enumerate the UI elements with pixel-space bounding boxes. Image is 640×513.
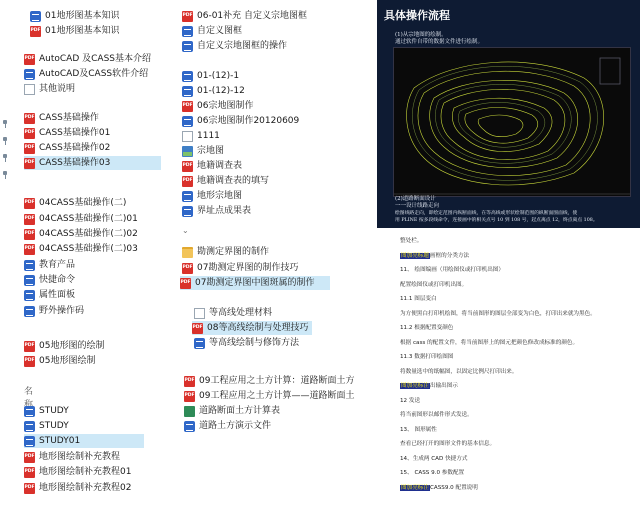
pin-icon[interactable] [2, 120, 8, 128]
pdf-icon [184, 391, 195, 402]
file-item[interactable]: PDF CASS基础操作 [24, 111, 99, 125]
file-item[interactable]: PDF 04CASS基础操作(二)02 [24, 227, 138, 241]
doc-line: 图加亮标题画框的分类方法 [401, 253, 470, 259]
file-item[interactable]: 野外操作码 [24, 304, 84, 318]
slide-title: 具体操作流程 [384, 9, 450, 22]
word-doc-icon [24, 260, 35, 271]
doc-line: 12 发送 [400, 398, 421, 404]
file-item-selected[interactable]: PDF 08等高线绘制与处理技巧 [192, 321, 312, 335]
word-doc-icon [182, 71, 193, 82]
pdf-icon [24, 54, 35, 65]
pin-icon[interactable] [2, 137, 8, 145]
image-file-icon [182, 146, 193, 157]
file-item[interactable]: 道路土方演示文件 [184, 419, 271, 433]
doc-line: 查看已经打开的图形文件的基本信息。 [400, 441, 496, 447]
file-item[interactable]: 宗地图 [182, 144, 224, 158]
file-item[interactable]: PDF 地形图绘制补充教程02 [24, 481, 131, 495]
word-doc-icon [24, 69, 35, 80]
file-item[interactable]: 属性面板 [24, 288, 75, 302]
word-doc-icon [24, 306, 35, 317]
pdf-icon [24, 158, 35, 169]
file-item-selected[interactable]: PDF CASS基础操作03 [24, 156, 161, 170]
folder-icon [182, 247, 193, 258]
file-item[interactable]: AutoCAD及CASS软件介绍 [24, 67, 148, 81]
word-doc-icon [184, 421, 195, 432]
word-doc-icon [182, 26, 193, 37]
doc-line: 图加亮标注出输出图示 [401, 383, 458, 389]
pdf-icon [182, 161, 193, 172]
file-item[interactable]: 1111 [182, 129, 220, 143]
pin-icon[interactable] [2, 154, 8, 162]
word-doc-icon [24, 406, 35, 417]
doc-line: 11.3 数据打印绘图图 [400, 354, 454, 360]
pdf-icon [180, 278, 191, 289]
file-item[interactable]: STUDY [24, 419, 69, 433]
word-doc-icon [24, 421, 35, 432]
word-doc-icon [182, 191, 193, 202]
doc-line: 15、 CASS 9.0 参数配置 [400, 470, 465, 476]
pdf-icon [30, 26, 41, 37]
highlight-text: 图加亮标注 [401, 485, 429, 491]
file-item[interactable]: PDF 06宗地图制作 [182, 99, 253, 113]
doc-line: 配置绘图仪或打印机出图。 [400, 282, 468, 288]
file-icon [24, 84, 35, 95]
doc-line: 整处栏。 [400, 238, 423, 244]
file-item[interactable]: PDF 04CASS基础操作(二) [24, 196, 126, 210]
pdf-icon [24, 214, 35, 225]
file-item[interactable]: 等高线绘制与修饰方法 [194, 336, 299, 350]
file-item[interactable]: PDF 01地形图基本知识 [30, 24, 119, 38]
file-icon [182, 131, 193, 142]
pdf-icon [24, 244, 35, 255]
slide-text: 用 PLINE 按多段线命令，连接画中的相关点号 10 到 108 号，起点离点 12，终点离点 108。 [395, 218, 598, 223]
file-item[interactable]: 等高线处理材料 [194, 306, 272, 320]
doc-line: 11.2 根据配置变颜色 [400, 325, 454, 331]
word-doc-icon [24, 290, 35, 301]
pdf-icon [182, 263, 193, 274]
doc-line: 图加亮标注CASS9.0 配置说明 [401, 485, 478, 491]
doc-line: 14、生成两 CAD 快捷方式 [400, 456, 468, 462]
file-item[interactable]: 界址点成果表 [182, 204, 251, 218]
file-item[interactable]: PDF 09工程应用之土方计算：道路断面土方 [184, 374, 354, 388]
pdf-icon [182, 11, 193, 22]
slide-text: 一一设计线路走向 [395, 203, 440, 209]
doc-line: 11、 绘图编画（用绘图仪或打印机出图） [400, 267, 504, 273]
file-item[interactable]: 道路断面土方计算表 [184, 404, 280, 418]
file-item[interactable]: 其他说明 [24, 82, 75, 96]
doc-line: 为方便黑白打印机绘图，将当前图形的图层全部变为白色，打印出来就为黑色。 [400, 311, 596, 317]
pdf-icon [184, 376, 195, 387]
word-doc-icon [24, 275, 35, 286]
file-item-selected[interactable]: STUDY01 [24, 434, 144, 448]
pdf-icon [182, 101, 193, 112]
chevron-down-icon[interactable]: ⌄ [182, 226, 189, 235]
contour-lines-graphic [394, 48, 630, 196]
pin-icon[interactable] [2, 171, 8, 179]
file-item[interactable]: PDF 06-01补充 自定义宗地图框 [182, 9, 307, 23]
doc-line: 根据 cass 的配置文件，将当前图形上的图元把颜色修改成标准的颜色。 [400, 340, 579, 346]
pdf-icon [24, 113, 35, 124]
word-doc-icon [182, 86, 193, 97]
file-item[interactable]: 地形宗地图 [182, 189, 242, 203]
pdf-icon [24, 341, 35, 352]
file-item[interactable]: 自定义宗地图框的操作 [182, 39, 287, 53]
pdf-icon [24, 143, 35, 154]
highlight-text: 图加亮标注 [401, 383, 429, 389]
pdf-icon [24, 452, 35, 463]
file-item[interactable]: PDF 地籍调查表的填写 [182, 174, 269, 188]
slide-text: 通过软件自带的数据文件进行绘制。 [395, 39, 484, 45]
slide-text: (2)道路断面设计 [395, 196, 436, 202]
doc-line: 11.1 图层变白 [400, 296, 437, 302]
file-item[interactable]: PDF 05地形图的绘制 [24, 339, 104, 353]
pdf-icon [182, 176, 193, 187]
pdf-icon [24, 229, 35, 240]
cad-contour-map [393, 47, 631, 197]
file-item[interactable]: PDF 04CASS基础操作(二)03 [24, 242, 138, 256]
file-item[interactable]: PDF 地形图绘制补充教程 [24, 450, 120, 464]
word-doc-icon [30, 11, 41, 22]
file-item[interactable]: PDF 04CASS基础操作(二)01 [24, 212, 138, 226]
file-item[interactable]: 快捷命令 [24, 273, 75, 287]
file-item[interactable]: PDF CASS基础操作01 [24, 126, 110, 140]
slide-text: (1)从宗地图的绘制。 [395, 32, 447, 38]
word-doc-icon [182, 41, 193, 52]
word-doc-icon [182, 116, 193, 127]
pdf-icon [192, 323, 203, 334]
file-item[interactable]: PDF 05地形图绘制 [24, 354, 95, 368]
word-doc-icon [194, 338, 205, 349]
word-doc-icon [182, 206, 193, 217]
highlight-text: 图加亮标题 [401, 253, 429, 259]
file-item-selected[interactable]: PDF 07勘测定界图中图斑属的制作 [180, 276, 330, 290]
slide-text: 绘图线路走向，即绘定范围内纵断面线，在等高线或形状绘制范围的纵断面图面线，使 [395, 211, 578, 216]
file-item[interactable]: PDF 地形图绘制补充教程01 [24, 465, 131, 479]
spreadsheet-icon [184, 406, 195, 417]
file-item[interactable]: 教育产品 [24, 258, 75, 272]
file-icon [194, 308, 205, 319]
pdf-icon [24, 198, 35, 209]
file-item[interactable]: PDF 07勘测定界图的制作技巧 [182, 261, 298, 275]
file-item[interactable]: 01地形图基本知识 [30, 9, 119, 23]
file-item[interactable]: 01-(12)-1 [182, 69, 239, 83]
word-doc-icon [24, 436, 35, 447]
doc-line: 将当前图形以邮件形式发送。 [400, 412, 473, 418]
file-item[interactable]: 01-(12)-12 [182, 84, 245, 98]
doc-line: 将数量选中的纸幅图，以固定比例尺打印出来。 [400, 369, 518, 375]
file-item[interactable]: PDF 09工程应用之土方计算——道路断面土 [184, 389, 354, 403]
doc-line: 13、 图形属性 [400, 427, 437, 433]
pdf-icon [24, 128, 35, 139]
pdf-icon [24, 467, 35, 478]
file-item[interactable]: PDF AutoCAD 及CASS基本介绍 [24, 52, 151, 66]
file-item[interactable]: PDF 地籍调查表 [182, 159, 242, 173]
file-item[interactable]: 自定义图框 [182, 24, 242, 38]
file-item[interactable]: 勘测定界图的制作 [182, 245, 269, 259]
file-item[interactable]: STUDY [24, 404, 69, 418]
pdf-icon [24, 483, 35, 494]
column-header-name[interactable]: 名 [24, 387, 34, 397]
file-item[interactable]: 06宗地图制作20120609 [182, 114, 299, 128]
pdf-icon [24, 356, 35, 367]
file-item[interactable]: PDF CASS基础操作02 [24, 141, 110, 155]
